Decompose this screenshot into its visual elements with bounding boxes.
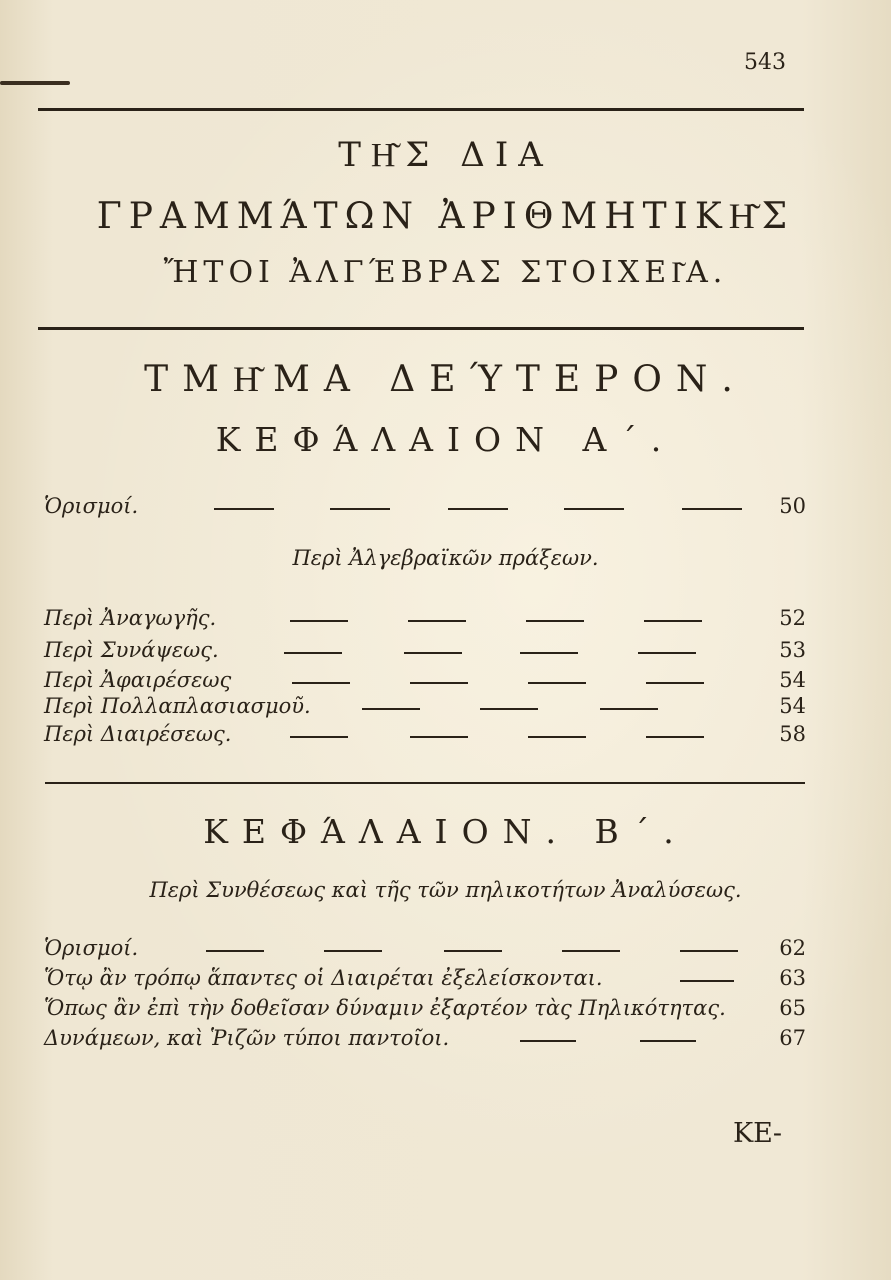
leader-dash xyxy=(444,950,502,952)
leader-dash xyxy=(290,620,348,622)
toc-entry-page: 54 xyxy=(779,694,806,718)
toc-entry-page: 58 xyxy=(779,722,806,746)
leader-dash xyxy=(528,682,586,684)
title-line-2: ΓΡΑΜΜΆΤΩΝ ἈΡΙΘΜΗΤΙΚΗ͂Σ xyxy=(96,196,795,237)
toc-entry-page: 63 xyxy=(779,966,806,990)
leader-dash xyxy=(284,652,342,654)
leader-dash xyxy=(206,950,264,952)
toc-entry xyxy=(44,996,806,1026)
toc-entry xyxy=(44,1026,806,1056)
leader-dash xyxy=(644,620,702,622)
toc-entry-label: Περὶ Πολλαπλασιασμοῦ. xyxy=(44,694,311,718)
leader-dash xyxy=(324,950,382,952)
leader-dash xyxy=(680,980,734,982)
leader-dash xyxy=(600,708,658,710)
catchword: ΚΕ- xyxy=(733,1118,783,1149)
leader-dash xyxy=(680,950,738,952)
top-rule xyxy=(38,108,804,111)
title-line-3: ἬΤΟΙ ἈΛΓΈΒΡΑΣ ΣΤΟΙΧΕΙ͂Α. xyxy=(163,255,728,290)
toc-entry-page: 50 xyxy=(779,494,806,518)
chapter-a-subheading: Περὶ Ἀλγεβραϊκῶν πράξεων. xyxy=(292,546,599,570)
toc-entry xyxy=(44,606,806,636)
toc-entry-page: 52 xyxy=(779,606,806,630)
leader-dash xyxy=(290,736,348,738)
toc-entry-page: 54 xyxy=(779,668,806,692)
leader-dash xyxy=(404,652,462,654)
title-rule xyxy=(38,327,804,330)
leader-dash xyxy=(646,682,704,684)
leader-dash xyxy=(638,652,696,654)
toc-entry-label: Περὶ Συνάψεως. xyxy=(44,638,219,662)
section-heading: ΤΜΗ͂ΜΑ ΔΕΎΤΕΡΟΝ. xyxy=(144,359,747,400)
title-line-1: ΤΗ͂Σ ΔΙΑ xyxy=(338,135,553,175)
toc-entry-label: Ὅπως ἂν ἐπὶ τὴν δοθεῖσαν δύναμιν ἐξαρτέον τὰς Πηλικότητας. xyxy=(44,996,726,1020)
toc-entry xyxy=(44,494,806,524)
leader-dash xyxy=(448,508,508,510)
chapter-rule xyxy=(45,782,805,784)
toc-entry xyxy=(44,694,806,724)
leader-dash xyxy=(362,708,420,710)
leader-dash xyxy=(292,682,350,684)
toc-entry xyxy=(44,966,806,996)
toc-entry-label: Ὅτῳ ἂν τρόπῳ ἅπαντες οἱ Διαιρέται ἐξελείσκονται. xyxy=(44,966,603,990)
toc-entry xyxy=(44,722,806,752)
leader-dash xyxy=(410,682,468,684)
chapter-a-heading: ΚΕΦΆΛΑΙΟΝ Α΄. xyxy=(215,420,676,459)
toc-entry-label: Περὶ Διαιρέσεως. xyxy=(44,722,232,746)
leader-dash xyxy=(410,736,468,738)
toc-entry-label: Δυνάμεων, καὶ Ῥιζῶν τύποι παντοῖοι. xyxy=(44,1026,450,1050)
leader-dash xyxy=(562,950,620,952)
toc-entry xyxy=(44,936,806,966)
leader-dash xyxy=(408,620,466,622)
leader-dash xyxy=(564,508,624,510)
toc-entry-page: 67 xyxy=(779,1026,806,1050)
page-number: 543 xyxy=(744,50,786,75)
chapter-b-heading: ΚΕΦΆΛΑΙΟΝ. Β΄. xyxy=(203,812,688,851)
toc-entry-label: Ὁρισμοί. xyxy=(44,494,139,518)
toc-entry-label: Ὁρισμοί. xyxy=(44,936,139,960)
toc-entry xyxy=(44,638,806,668)
leader-dash xyxy=(520,1040,576,1042)
leader-dash xyxy=(480,708,538,710)
leader-dash xyxy=(520,652,578,654)
margin-ink-mark xyxy=(0,81,70,85)
toc-entry-page: 65 xyxy=(779,996,806,1020)
leader-dash xyxy=(640,1040,696,1042)
leader-dash xyxy=(646,736,704,738)
toc-entry-label: Περὶ Ἀναγωγῆς. xyxy=(44,606,217,630)
toc-entry-page: 53 xyxy=(779,638,806,662)
leader-dash xyxy=(682,508,742,510)
leader-dash xyxy=(330,508,390,510)
leader-dash xyxy=(214,508,274,510)
leader-dash xyxy=(526,620,584,622)
chapter-b-subheading: Περὶ Συνθέσεως καὶ τῆς τῶν πηλικοτήτων Ἀναλύσεως. xyxy=(149,878,742,902)
toc-entry-page: 62 xyxy=(779,936,806,960)
toc-entry-label: Περὶ Ἀφαιρέσεως xyxy=(44,668,232,692)
leader-dash xyxy=(528,736,586,738)
